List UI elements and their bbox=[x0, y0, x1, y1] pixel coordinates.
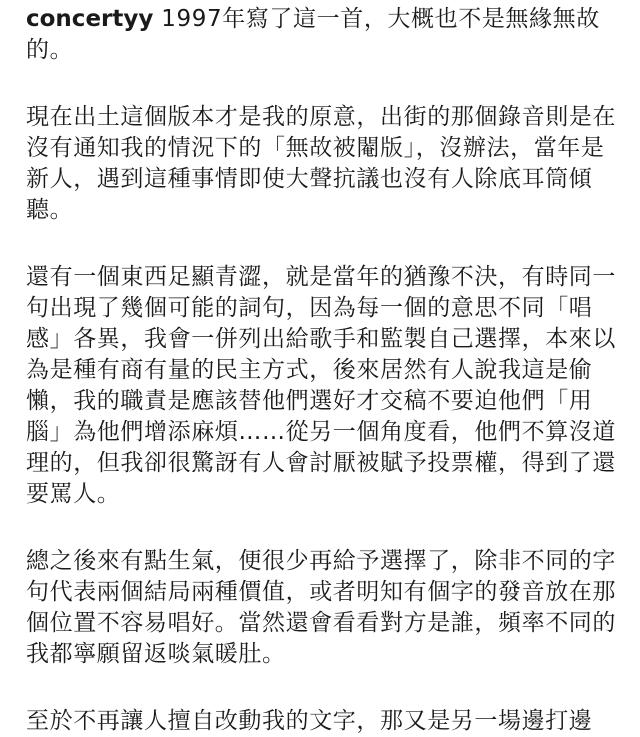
caption-text: 1997年寫了這一首，大概也不是無緣無故的。 bbox=[26, 6, 600, 63]
caption-paragraph: 還有一個東西足顯青澀，就是當年的猶豫不決，有時同一句出現了幾個可能的詞句，因為每一個的意思不同「唱感」各異，我會一併列出給歌手和監製自己選擇，本來以為是種有商有量的民主方式，後來居然有人說我這是偷懶，我的職責是應該替他們選好才交稿不要迫他們「用腦」為他們增添麻煩……從另一個角度看，他們不算沒道理的，但我卻很驚訝有人會討厭被賦予投票權，得到了還要罵人。 bbox=[26, 264, 616, 507]
caption-paragraph: 總之後來有點生氣，便很少再給予選擇了，除非不同的字句代表兩個結局兩種價值，或者明知有個字的發音放在那個位置不容易唱好。當然還會看看對方是誰，頻率不同的我都寧願留返啖氣暖肚。 bbox=[26, 548, 616, 667]
caption-paragraph: 現在出土這個版本才是我的原意，出街的那個錄音則是在沒有通知我的情況下的「無故被閹版」，沒辦法，當年是新人，遇到這種事情即使大聲抗議也沒有人除底耳筒傾聽。 bbox=[26, 104, 616, 223]
username-link[interactable]: concertyy bbox=[26, 6, 154, 32]
caption-paragraph-truncated: 至於不再讓人擅自改動我的文字，那又是另一場邊打邊 bbox=[26, 708, 593, 734]
post-caption bbox=[26, 0, 626, 737]
caption-first-paragraph bbox=[26, 0, 626, 66]
